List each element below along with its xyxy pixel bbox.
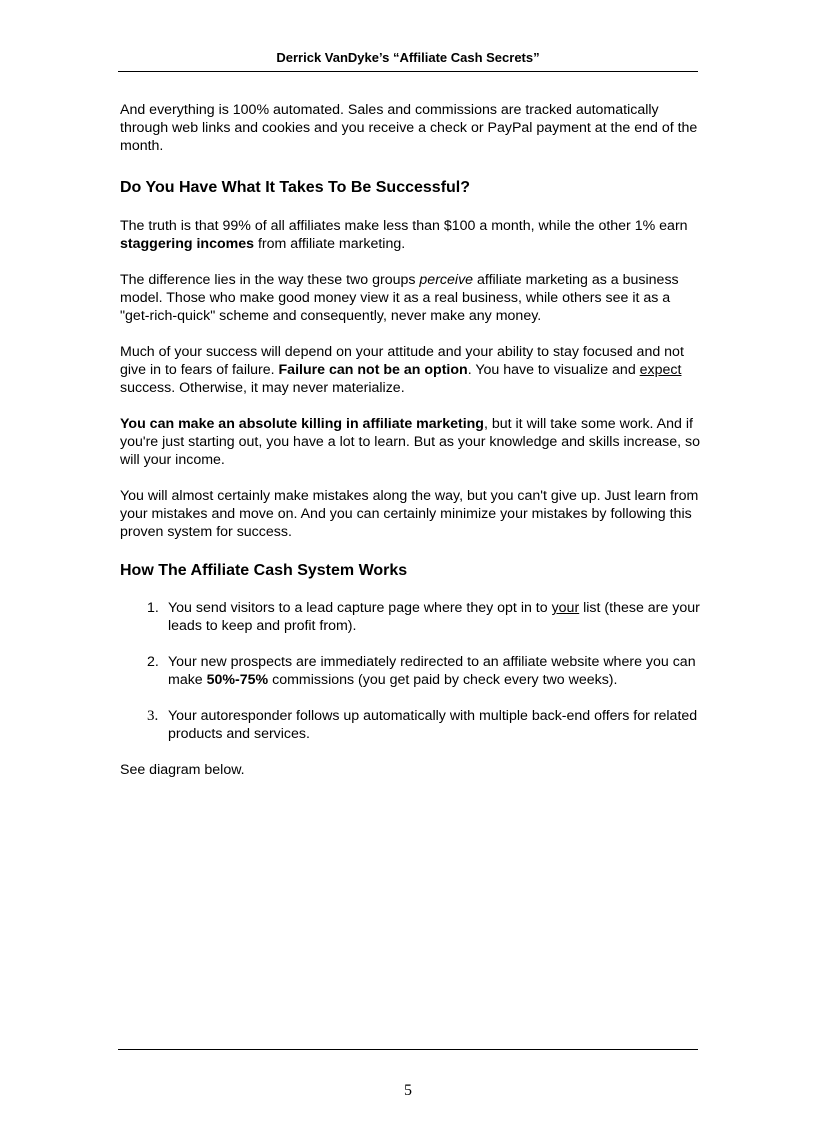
- bold-text: Failure can not be an option: [278, 362, 468, 378]
- system-steps-list: [120, 599, 700, 743]
- paragraph-text: The difference lies in the way these two groups: [120, 272, 420, 288]
- list-text: Your new prospects are immediately redirected to an affiliate website where you can make: [168, 654, 696, 688]
- paragraph-text: Much of your success will depend on your attitude and your ability to stay focused and not give in to fears of failure.: [120, 344, 684, 378]
- paragraph-attitude: [120, 343, 700, 397]
- page-number: 5: [404, 1082, 412, 1099]
- list-number: 3.: [147, 708, 159, 724]
- list-item: [120, 599, 700, 635]
- closing-line: See diagram below.: [120, 762, 245, 778]
- list-text: list (these are your leads to keep and profit from).: [168, 600, 700, 634]
- bold-text: 50%-75%: [206, 672, 269, 688]
- list-number: 1.: [147, 600, 159, 616]
- paragraph-text: , but it will take some work. And if you're just starting out, you have a lot to learn. But as your knowledge and skills increase, so will your income.: [120, 416, 700, 468]
- list-text: Your autoresponder follows up automatically with multiple back-end offers for related products and services.: [168, 708, 698, 742]
- bold-text: You can make an absolute killing in affiliate marketing: [120, 416, 484, 432]
- list-number: 2.: [147, 654, 159, 670]
- list-text: You send visitors to a lead capture page where they opt in to: [168, 600, 552, 616]
- paragraph-text: success. Otherwise, it may never materialize.: [120, 380, 405, 396]
- section-heading-system: How The Affiliate Cash System Works: [120, 562, 408, 579]
- paragraph-text: . You have to visualize and: [467, 362, 640, 378]
- list-item: [120, 707, 700, 743]
- paragraph-mistakes: You will almost certainly make mistakes along the way, but you can't give up. Just learn from your mistakes and move on. And you can certainly minimize your mistakes by following this proven system for success.: [120, 488, 699, 540]
- page-body: [120, 101, 700, 797]
- running-header: Derrick VanDyke’s “Affiliate Cash Secrets”: [276, 50, 540, 65]
- footer-rule: [118, 1049, 698, 1050]
- intro-paragraph: And everything is 100% automated. Sales and commissions are tracked automatically through web links and cookies and you receive a check or PayPal payment at the end of the month.: [120, 102, 698, 154]
- underlined-text: expect: [639, 362, 682, 378]
- list-item: [120, 653, 700, 689]
- header-rule: [118, 71, 698, 72]
- italic-text: perceive: [419, 272, 474, 288]
- paragraph-text: affiliate marketing as a business model. Those who make good money view it as a real business, while others see it as a "get-rich-quick" scheme and consequently, never make any money.: [120, 272, 679, 324]
- paragraph-text: from affiliate marketing.: [254, 236, 406, 252]
- bold-text: staggering incomes: [120, 236, 255, 252]
- paragraph-truth: [120, 217, 700, 253]
- underlined-text: your: [551, 600, 580, 616]
- paragraph-killing: [120, 415, 700, 469]
- paragraph-difference: [120, 271, 700, 325]
- paragraph-text: The truth is that 99% of all affiliates make less than $100 a month, while the other 1% earn: [120, 218, 688, 234]
- list-text: commissions (you get paid by check every two weeks).: [268, 672, 618, 688]
- section-heading-success: Do You Have What It Takes To Be Successful?: [120, 179, 471, 196]
